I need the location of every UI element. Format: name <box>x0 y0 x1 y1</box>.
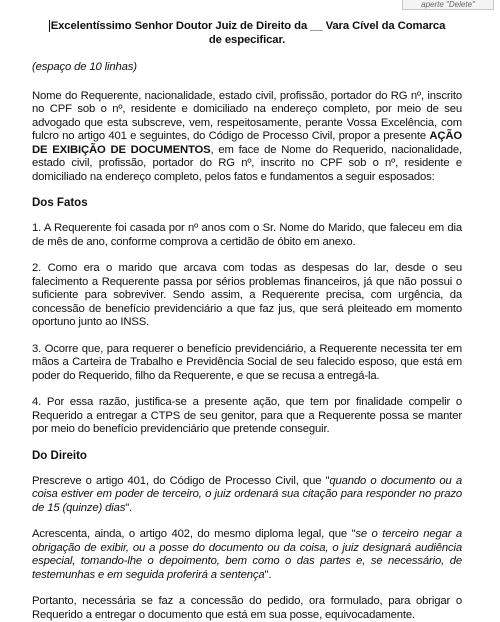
fact-paragraph-4: 4. Por essa razão, justifica-se a presente ação, que tem por finalidade compelir o Requerido a entregar a CTPS de seu genitor, para que a Requerente possa se manter por meio do benefício previdenciário que pretende conseguir. <box>32 396 462 435</box>
fact-paragraph-1: 1. A Requerente foi casada por nº anos com o Sr. Nome do Marido, que faleceu em dia de mês de ano, conforme comprova a certidão de óbito em anexo. <box>32 222 462 248</box>
document-page <box>32 20 462 622</box>
law-paragraph-2: Acrescenta, ainda, o artigo 402, do mesmo diploma legal, que "se o terceiro negar a obrigação de exibir, ou a posse do documento ou da coisa, o juiz designará audiência especial, tomando-lhe o depoimento, bem como o das partes e, se necessário, de testemunhas e em seguida proferirá a sentença". <box>32 528 462 581</box>
action-title: AÇÃO DE EXIBIÇÃO DE DOCUMENTOS <box>32 130 462 156</box>
fact-paragraph-3: 3. Ocorre que, para requerer o benefício previdenciário, a Requerente necessita ter em mãos a Carteira de Trabalho e Previdência Social de seu falecido esposo, que está em poder do Requerido, filho da Requerente, e que se recusa a entregá-la. <box>32 342 462 382</box>
conclusion-paragraph: Portanto, necessária se faz a concessão do pedido, ora formulado, para obrigar o Requerido a entregar o documento que está em sua posse, equivocadamente. <box>32 595 462 621</box>
spacing-note: (espaço de 10 linhas) <box>32 61 137 73</box>
facts-heading: Dos Fatos <box>32 197 88 209</box>
document-heading: Excelentíssimo Senhor Doutor Juiz de Direito da __ Vara Cível da Comarca de especificar. <box>50 20 446 46</box>
delete-hint-button[interactable]: aperte "Delete" <box>402 0 494 10</box>
fact-paragraph-2: 2. Como era o marido que arcava com todas as despesas do lar, desde o seu falecimento a Requerente passa por sérios problemas financeiros, já que não possui o suficiente para sobreviver. Sendo assim, a Requerente precisa, com urgência, da concessão de benefício previdenciário a que faz jus, que será pleiteado em momento oportuno junto ao INSS. <box>32 262 462 328</box>
law-paragraph-1: Prescreve o artigo 401, do Código de Processo Civil, que "quando o documento ou a coisa estiver em poder de terceiro, o juiz ordenará sua citação para responder no prazo de 15 (quinze) dias". <box>32 474 462 514</box>
law-heading: Do Direito <box>32 449 87 462</box>
intro-paragraph: Nome do Requerente, nacionalidade, estado civil, profissão, portador do RG nº, inscrito no CPF sob o nº, residente e domiciliado na endereço completo, por meio de seu advogado que esta subscreve, vem, respeitosamente, perante Vossa Excelência, com fulcro no artigo 401 e seguintes, do Código de Processo Civil, propor a presente AÇÃO DE EXIBIÇÃO DE DOCUMENTOS, em face de Nome do Requerido, nacionalidade, estado civil, profissão, portador do RG nº, inscrito no CPF sob o nº, residente e domiciliado na endereço completo, pelos fatos e fundamentos a seguir esposados: <box>32 89 463 183</box>
text-cursor <box>49 20 50 32</box>
